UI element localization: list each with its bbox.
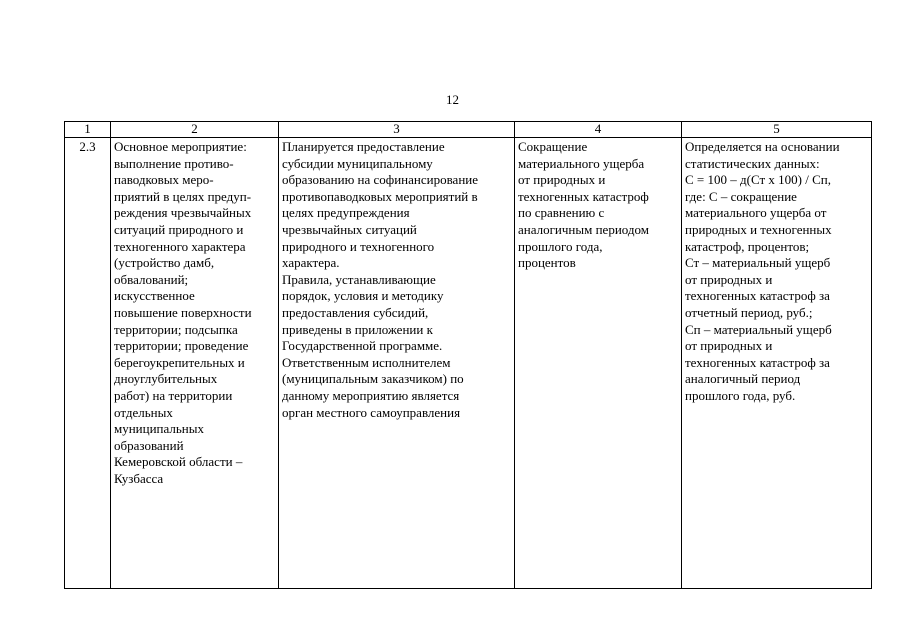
table-header [65, 122, 872, 138]
header-col-5: 5 [682, 122, 872, 138]
header-col-3: 3 [279, 122, 515, 138]
header-row [65, 122, 872, 138]
measure-description-cell: Планируется предоставление субсидии муниципальному образованию на софинансирование противопаводковых мероприятий в целях предупреждения чрезвычайных ситуаций природного и техногенного характера. Правила, устанавливающие порядок, условия и методику предоставления субсидий, приведены в приложении к Государственной программе. Ответственным исполнителем (муниципальным заказчиком) по данному мероприятию является орган местного самоуправления [279, 138, 515, 589]
measure-name-cell: Основное мероприятие: выполнение противо- паводковых меро- приятий в целях предуп- реждения чрезвычайных ситуаций природного и техногенного характера (устройство дамб, обвалований; искусственное повышение поверхности территории; подсыпка территории; проведение берегоукрепительных и дноуглубительных работ) на территории отдельных муниципальных образований Кемеровской области – Кузбасса [111, 138, 279, 589]
table-row [65, 138, 872, 589]
header-col-1: 1 [65, 122, 111, 138]
header-col-4: 4 [515, 122, 682, 138]
row-number-cell: 2.3 [65, 138, 111, 589]
calculation-method-cell: Определяется на основании статистических данных: С = 100 – д(Ст х 100) / Сп, где: С – сокращение материального ущерба от природных и техногенных катастроф, процентов; Ст – материальный ущерб от природных и техногенных катастроф за отчетный период, руб.; Сп – материальный ущерб от природных и техногенных катастроф за аналогичный период прошлого года, руб. [682, 138, 872, 589]
target-indicator-cell: Сокращение материального ущерба от природных и техногенных катастроф по сравнению с аналогичным периодом прошлого года, процентов [515, 138, 682, 589]
page-number: 12 [446, 92, 459, 107]
table-body [65, 138, 872, 589]
header-col-2: 2 [111, 122, 279, 138]
program-measures-table [64, 121, 872, 589]
